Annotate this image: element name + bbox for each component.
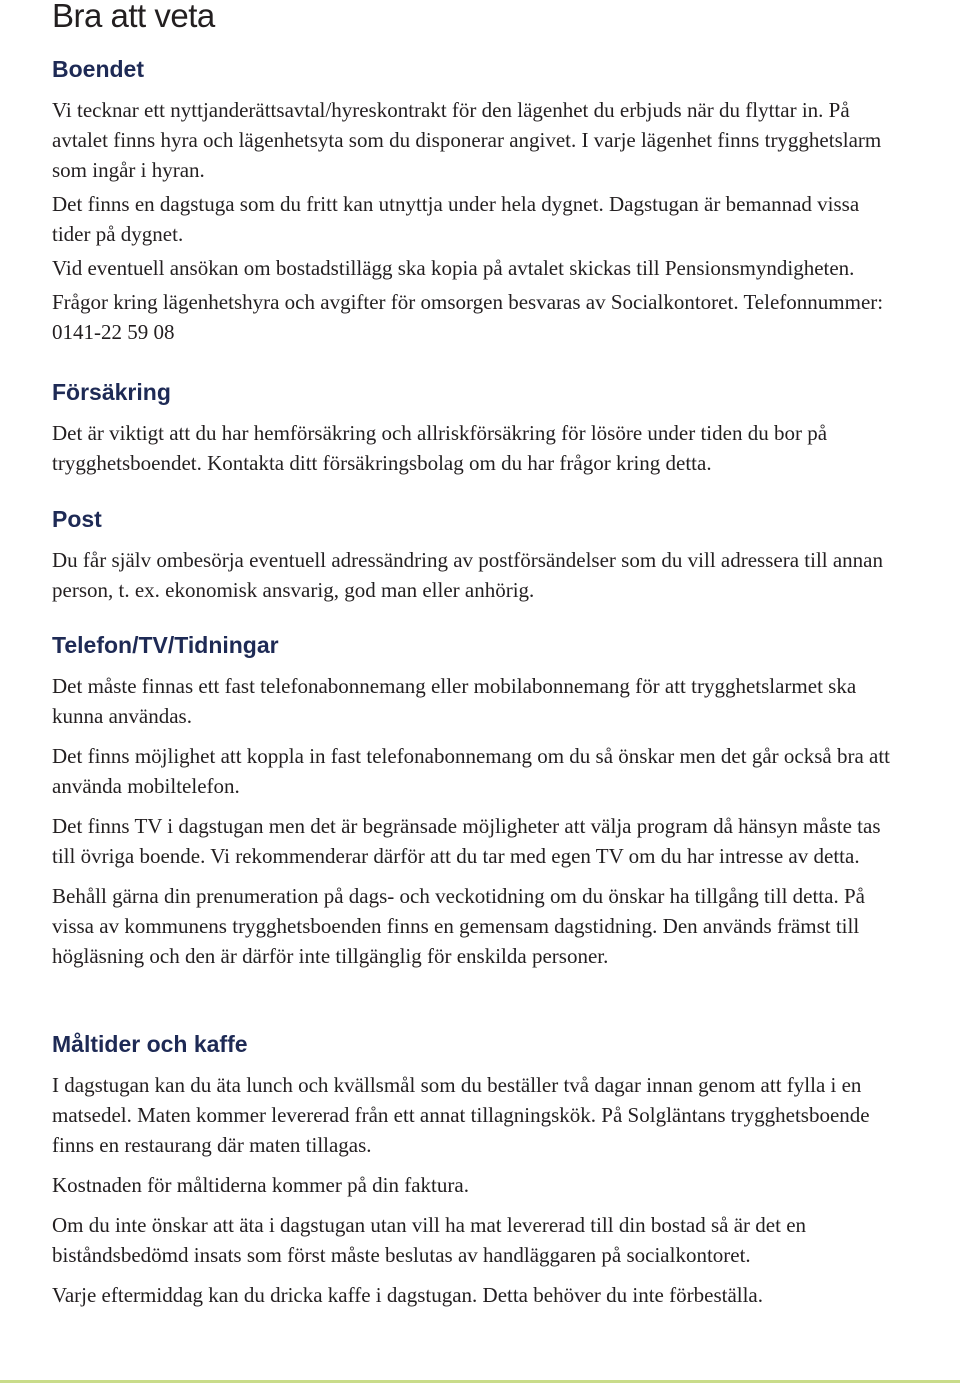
paragraph: Behåll gärna din prenumeration på dags- och veckotidning om du önskar ha tillgång till detta. På vissa av kommunens trygghetsboenden finns en gemensam dagstidning. Den används främst till högläsning och den är därför inte tillgänglig för enskilda personer. xyxy=(52,884,865,968)
paragraph: Du får själv ombesörja eventuell adressändring av postförsändelser som du vill adressera till annan person, t. ex. ekonomisk ansvarig, god man eller anhörig. xyxy=(52,548,884,602)
paragraph: Det finns möjlighet att koppla in fast telefonabonnemang om du så önskar men det går också bra att använda mobiltelefon. xyxy=(52,744,891,798)
paragraph: I dagstugan kan du äta lunch och kvällsmål som du beställer två dagar innan genom att fylla i en matsedel. Maten kommer levererad från ett annat tillagningskök. På Solgläntans trygghetsboende finns en restaurang där maten tillagas. xyxy=(52,1073,870,1157)
paragraph: Det är viktigt att du har hemförsäkring och allriskförsäkring för lösöre under tiden du bor på trygghetsboendet. Kontakta ditt försäkringsbolag om du har frågor kring detta. xyxy=(52,421,828,475)
section-boendet xyxy=(52,55,902,347)
section-heading: Försäkring xyxy=(52,379,171,405)
paragraph: Kostnaden för måltiderna kommer på din faktura. xyxy=(52,1173,469,1197)
page-title: Bra att veta xyxy=(52,0,215,34)
paragraph: Det finns en dagstuga som du fritt kan utnyttja under hela dygnet. Dagstugan är bemannad vissa tider på dygnet. xyxy=(52,192,860,246)
paragraph: Frågor kring lägenhetshyra och avgifter för omsorgen besvaras av Socialkontoret. Telefonnummer: 0141-22 59 08 xyxy=(52,290,884,344)
paragraph: Om du inte önskar att äta i dagstugan utan vill ha mat levererad till din bostad så är det en biståndsbedömd insats som först måste beslutas av handläggaren på socialkontoret. xyxy=(52,1213,807,1267)
section-heading: Post xyxy=(52,506,102,532)
section-post xyxy=(52,505,902,605)
paragraph: Vi tecknar ett nyttjanderättsavtal/hyreskontrakt för den lägenhet du erbjuds när du flyttar in. På avtalet finns hyra och lägenhetsyta som du disponerar angivet. I varje lägenhet finns trygghetslarm som ingår i hyran. xyxy=(52,98,882,182)
section-heading: Telefon/TV/Tidningar xyxy=(52,632,279,658)
section-maltider-och-kaffe xyxy=(52,1030,902,1310)
paragraph: Det måste finnas ett fast telefonabonnemang eller mobilabonnemang för att trygghetslarmet ska kunna användas. xyxy=(52,674,857,728)
section-forsakring xyxy=(52,378,902,478)
section-heading: Boendet xyxy=(52,56,144,82)
paragraph: Vid eventuell ansökan om bostadstillägg ska kopia på avtalet skickas till Pensionsmyndigheten. xyxy=(52,256,855,280)
paragraph: Varje eftermiddag kan du dricka kaffe i dagstugan. Detta behöver du inte förbeställa. xyxy=(52,1283,764,1307)
paragraph: Det finns TV i dagstugan men det är begränsade möjligheter att välja program då hänsyn måste tas till övriga boende. Vi rekommenderar därför att du tar med egen TV om du har intresse av detta. xyxy=(52,814,881,868)
section-telefon-tv-tidningar xyxy=(52,631,902,971)
footer-rule xyxy=(0,1380,960,1383)
section-heading: Måltider och kaffe xyxy=(52,1031,248,1057)
